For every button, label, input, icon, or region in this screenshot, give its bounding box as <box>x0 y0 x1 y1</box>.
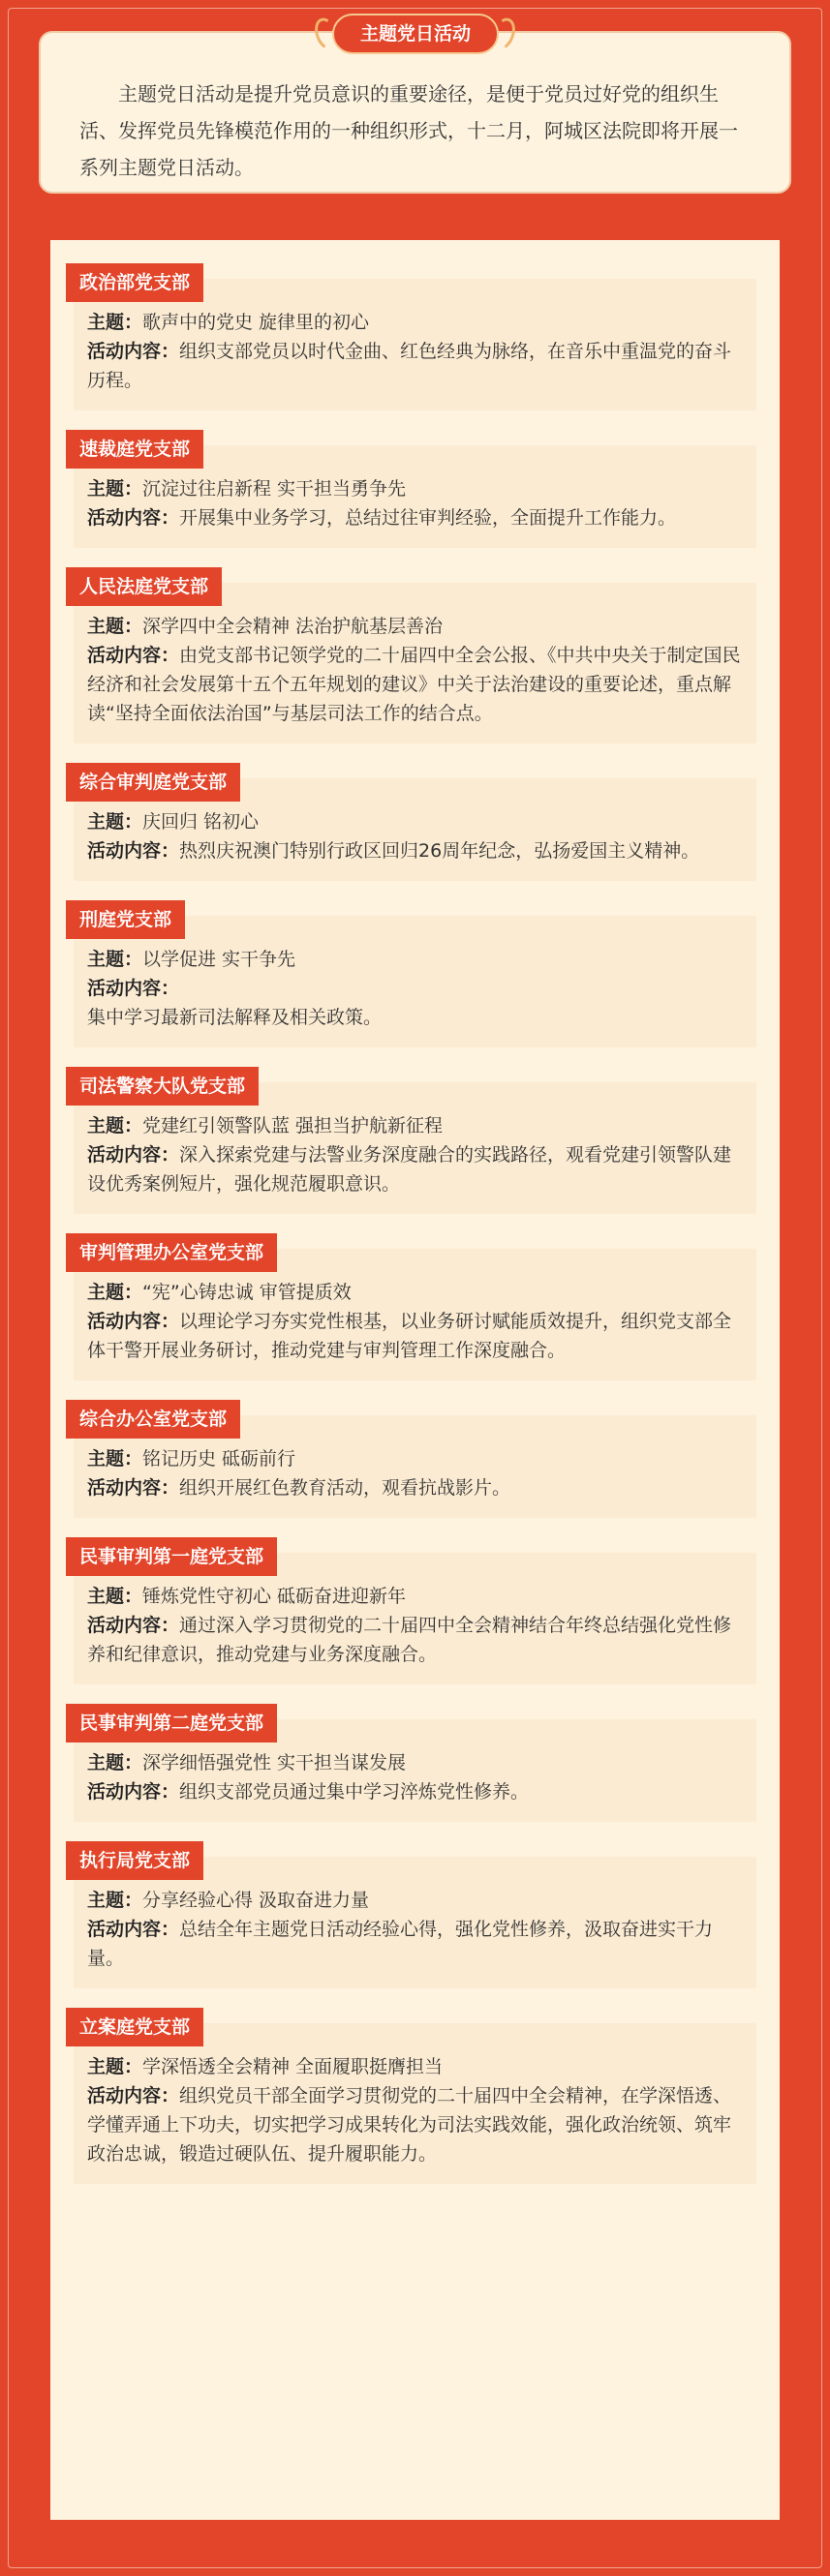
section-body <box>74 1278 756 1380</box>
section-body <box>74 308 756 410</box>
section-content: 组织党员干部全面学习贯彻党的二十届四中全会精神，在学深悟透、学懂弄通上下功夫，切实把学习成果转化为司法实践效能，强化政治统领、筑牢政治忠诚，锻造过硬队伍、提升履职能力。 <box>87 2085 732 2165</box>
theme-label: 主题： <box>87 2056 143 2077</box>
theme-label: 主题： <box>87 1115 143 1136</box>
section-card <box>74 1076 756 1214</box>
section-content: 开展集中业务学习，总结过往审判经验，全面提升工作能力。 <box>179 507 677 529</box>
section-content: 热烈庆祝澳门特别行政区回归26周年纪念，弘扬爱国主义精神。 <box>179 840 700 862</box>
section-body <box>74 2052 756 2184</box>
content-label: 活动内容： <box>87 645 180 666</box>
content-label: 活动内容： <box>87 1781 180 1803</box>
intro-panel <box>39 31 791 194</box>
section-title: 刑庭党支部 <box>66 900 185 939</box>
section-title: 立案庭党支部 <box>66 2008 203 2046</box>
section-content: 组织支部党员通过集中学习淬炼党性修养。 <box>179 1781 530 1803</box>
section-content-line <box>87 1777 741 1806</box>
theme-label: 主题： <box>87 1890 143 1911</box>
section-theme-line <box>87 308 741 337</box>
section-theme: 学深悟透全会精神 全面履职挺膺担当 <box>142 2056 444 2077</box>
section-body <box>74 1748 756 1822</box>
section-theme: 锤炼党性守初心 砥砺奋进迎新年 <box>142 1586 407 1607</box>
section-theme-line <box>87 807 741 836</box>
main-panel <box>50 240 780 2520</box>
content-label: 活动内容： <box>87 1919 180 1940</box>
section-content: 组织开展红色教育活动，观看抗战影片。 <box>179 1477 511 1499</box>
section-card <box>74 576 756 743</box>
section-card <box>74 1546 756 1684</box>
content-label: 活动内容： <box>87 1477 180 1499</box>
header-badge: 主题党日活动 <box>332 14 499 54</box>
content-label: 活动内容： <box>87 1144 180 1166</box>
section-theme: 沉淀过往启新程 实干担当勇争先 <box>142 478 407 500</box>
theme-label: 主题： <box>87 811 143 833</box>
section-card <box>74 1242 756 1380</box>
section-theme-line <box>87 1886 741 1915</box>
section-content: 组织支部党员以时代金曲、红色经典为脉络，在音乐中重温党的奋斗历程。 <box>87 341 732 391</box>
section-content-line <box>87 1611 741 1669</box>
theme-label: 主题： <box>87 949 143 970</box>
content-label: 活动内容： <box>87 978 180 999</box>
content-label: 活动内容： <box>87 341 180 362</box>
section-title: 审判管理办公室党支部 <box>66 1233 277 1272</box>
section-theme: 以学促进 实干争先 <box>142 949 296 970</box>
section-content: 总结全年主题党日活动经验心得，强化党性修养，汲取奋进实干力量。 <box>87 1919 714 1969</box>
theme-label: 主题： <box>87 1586 143 1607</box>
section-title: 民事审判第二庭党支部 <box>66 1704 277 1743</box>
theme-label: 主题： <box>87 478 143 500</box>
section-content-line <box>87 1140 741 1198</box>
content-label: 活动内容： <box>87 2085 180 2106</box>
section-card <box>74 1409 756 1518</box>
section-theme-line <box>87 1278 741 1307</box>
section-card <box>74 1850 756 1988</box>
section-body <box>74 1111 756 1214</box>
section-theme-line <box>87 1582 741 1611</box>
theme-label: 主题： <box>87 312 143 333</box>
section-theme: 深学细悟强党性 实干担当谋发展 <box>142 1752 407 1773</box>
section-body <box>74 945 756 1047</box>
section-content: 集中学习最新司法解释及相关政策。 <box>87 1007 383 1028</box>
section-title: 综合审判庭党支部 <box>66 763 240 802</box>
content-label: 活动内容： <box>87 1615 180 1636</box>
content-label: 活动内容： <box>87 840 180 862</box>
section-card <box>74 772 756 881</box>
section-content: 深入探索党建与法警业务深度融合的实践路径，观看党建引领警队建设优秀案例短片，强化规范履职意识。 <box>87 1144 732 1195</box>
section-body <box>74 1886 756 1988</box>
section-list <box>74 263 756 2184</box>
section-content: 通过深入学习贯彻党的二十届四中全会精神结合年终总结强化党性修养和纪律意识，推动党建与业务深度融合。 <box>87 1615 732 1665</box>
section-body <box>74 474 756 548</box>
section-theme-line <box>87 474 741 503</box>
section-title: 速裁庭党支部 <box>66 430 203 469</box>
section-content-line <box>87 974 741 1032</box>
section-theme: 铭记历史 砥砺前行 <box>142 1448 296 1470</box>
section-content-line <box>87 337 741 395</box>
section-title: 政治部党支部 <box>66 263 203 302</box>
section-content-line <box>87 1473 741 1502</box>
section-theme: “宪”心铸忠诚 审管提质效 <box>142 1282 352 1303</box>
section-theme-line <box>87 2052 741 2081</box>
section-theme: 庆回归 铭初心 <box>142 811 260 833</box>
section-title: 司法警察大队党支部 <box>66 1067 259 1106</box>
section-card <box>74 439 756 548</box>
theme-label: 主题： <box>87 1282 143 1303</box>
section-body <box>74 807 756 881</box>
section-body <box>74 1444 756 1518</box>
section-theme: 歌声中的党史 旋律里的初心 <box>142 312 370 333</box>
section-card <box>74 2016 756 2184</box>
theme-label: 主题： <box>87 616 143 637</box>
section-theme: 深学四中全会精神 法治护航基层善治 <box>142 616 444 637</box>
section-card <box>74 272 756 410</box>
section-content-line <box>87 503 741 532</box>
section-content: 由党支部书记领学党的二十届四中全会公报、《中共中央关于制定国民经济和社会发展第十五个五年规划的建议》中关于法治建设的重要论述，重点解读“坚持全面依法治国”与基层司法工作的结合点。 <box>87 645 741 724</box>
section-title: 综合办公室党支部 <box>66 1400 240 1439</box>
section-content-line <box>87 2081 741 2168</box>
section-title: 民事审判第一庭党支部 <box>66 1537 277 1576</box>
section-content-line <box>87 836 741 865</box>
section-body <box>74 1582 756 1684</box>
intro-text: 主题党日活动是提升党员意识的重要途径，是便于党员过好党的组织生活、发挥党员先锋模范作用的一种组织形式，十二月，阿城区法院即将开展一系列主题党日活动。 <box>79 82 738 179</box>
section-theme: 分享经验心得 汲取奋进力量 <box>142 1890 370 1911</box>
theme-label: 主题： <box>87 1448 143 1470</box>
section-title: 执行局党支部 <box>66 1841 203 1880</box>
section-theme-line <box>87 945 741 974</box>
section-content-line <box>87 1915 741 1973</box>
section-theme-line <box>87 1444 741 1473</box>
section-body <box>74 612 756 743</box>
section-theme-line <box>87 1748 741 1777</box>
section-content-line <box>87 641 741 728</box>
content-label: 活动内容： <box>87 1311 180 1332</box>
section-theme-line <box>87 612 741 641</box>
section-title: 人民法庭党支部 <box>66 567 222 606</box>
theme-label: 主题： <box>87 1752 143 1773</box>
section-theme: 党建红引领警队蓝 强担当护航新征程 <box>142 1115 444 1136</box>
section-card <box>74 1712 756 1822</box>
section-content: 以理论学习夯实党性根基，以业务研讨赋能质效提升，组织党支部全体干警开展业务研讨，推动党建与审判管理工作深度融合。 <box>87 1311 732 1361</box>
section-card <box>74 909 756 1047</box>
section-theme-line <box>87 1111 741 1140</box>
content-label: 活动内容： <box>87 507 180 529</box>
section-content-line <box>87 1307 741 1365</box>
